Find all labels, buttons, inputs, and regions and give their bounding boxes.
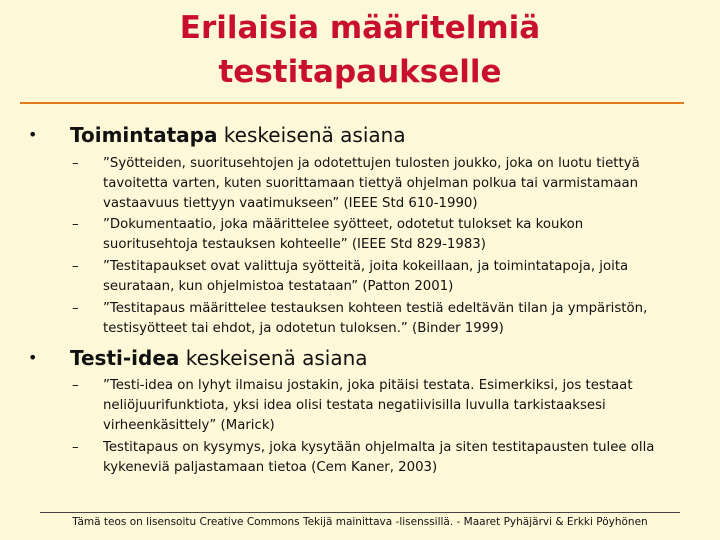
sub-marker: – bbox=[72, 259, 79, 274]
sub-item bbox=[72, 376, 672, 436]
bullet-marker: • bbox=[28, 348, 38, 367]
sub-marker: – bbox=[72, 378, 79, 393]
slide-title-line-1: Erilaisia määritelmiä bbox=[179, 10, 541, 46]
sub-item-text: ”Syötteiden, suoritusehtojen ja odotettujen tulosten joukko, joka on luotu tiettyä tavoitetta varten, kuten suorittamaan tiettyä ohjelman polkua tai varmistamaan vastaavuus tiettyyn vaatimukseen” (IEEE Std 610-1990) bbox=[103, 156, 640, 211]
bullet-toimintatapa bbox=[28, 122, 406, 148]
sub-marker: – bbox=[72, 217, 79, 232]
bullet-keyword: Toimintatapa bbox=[70, 123, 218, 147]
bullet-rest: keskeisenä asiana bbox=[179, 346, 368, 370]
title-divider bbox=[20, 102, 684, 104]
sub-marker: – bbox=[72, 440, 79, 455]
sub-item-text: ”Testi-idea on lyhyt ilmaisu jostakin, joka pitäisi testata. Esimerkiksi, jos testaat neliöjuurifunktiota, yksi idea olisi testata negatiivisilla luvulla tarkistaaksesi virheenkäsittely” (Marick) bbox=[103, 378, 633, 433]
slide-title-line-2: testitapaukselle bbox=[218, 54, 502, 90]
sub-item bbox=[72, 438, 672, 478]
bullet-text bbox=[70, 123, 406, 147]
sub-item-text: ”Testitapaukset ovat valittuja syötteitä, joita kokeillaan, ja toimintatapoja, joita seurataan, kun ohjelmistoa testataan” (Patton 2001) bbox=[103, 259, 629, 294]
sub-item bbox=[72, 257, 672, 297]
sub-item bbox=[72, 215, 672, 255]
slide-title bbox=[130, 6, 590, 94]
bullet-marker: • bbox=[28, 125, 38, 144]
bullet-text bbox=[70, 346, 368, 370]
sub-item bbox=[72, 299, 672, 339]
sub-marker: – bbox=[72, 301, 79, 316]
sub-item bbox=[72, 154, 672, 214]
sub-item-text: ”Dokumentaatio, joka määrittelee syötteet, odotetut tulokset ka koukon suoritusehtoja testauksen kohteelle” (IEEE Std 829-1983) bbox=[103, 217, 584, 252]
bullet-keyword: Testi-idea bbox=[70, 346, 180, 370]
sub-item-text: ”Testitapaus määrittelee testauksen kohteen testiä edeltävän tilan ja ympäristön, testisyötteet tai ehdot, ja odotetun tuloksen.” (Binder 1999) bbox=[103, 301, 648, 336]
bullet-rest: keskeisenä asiana bbox=[217, 123, 406, 147]
bullet-testi-idea bbox=[28, 345, 368, 371]
sub-marker: – bbox=[72, 156, 79, 171]
footer-license: Tämä teos on lisensoitu Creative Commons Tekijä mainittava -lisenssillä. - Maaret Pyhäjärvi & Erkki Pöyhönen bbox=[40, 512, 680, 529]
sub-item-text: Testitapaus on kysymys, joka kysytään ohjelmalta ja siten testitapausten tulee olla kykeneviä paljastamaan tietoa (Cem Kaner, 2003) bbox=[103, 440, 655, 475]
